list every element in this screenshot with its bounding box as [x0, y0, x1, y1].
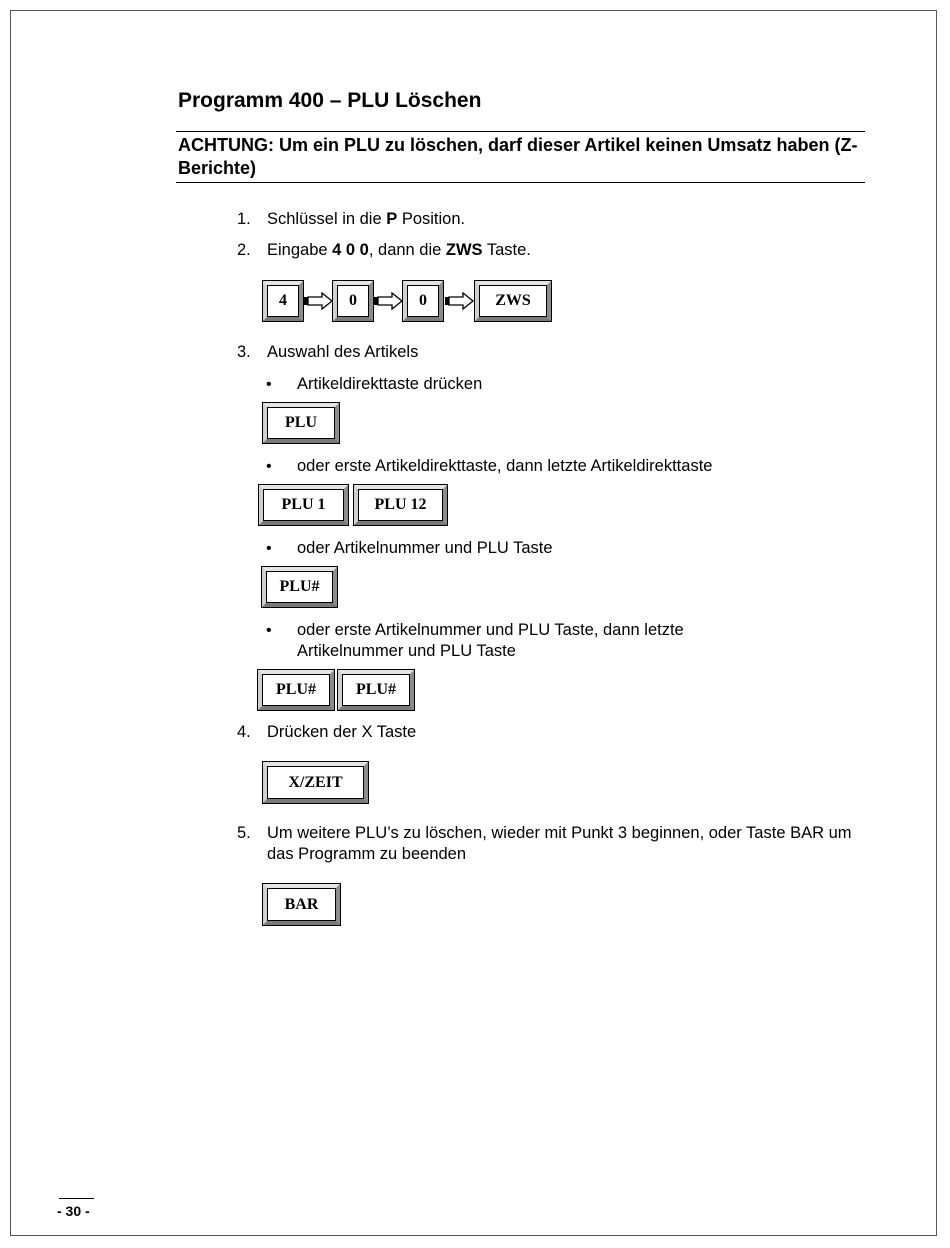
divider-bottom [176, 182, 865, 183]
bullet-text: oder erste Artikelnummer und PLU Taste, dann letzte Artikelnummer und PLU Taste [297, 621, 684, 660]
key-plu-number-last: PLU# [338, 670, 414, 710]
bullet-icon: • [266, 540, 272, 557]
key-0: 0 [403, 281, 443, 321]
step-number: 1. [237, 210, 251, 228]
step-text: Um weitere PLU’s zu löschen, wieder mit Punkt 3 beginnen, oder Taste BAR um das Programm zu beenden [267, 824, 852, 863]
warning-text: ACHTUNG: Um ein PLU zu löschen, darf dieser Artikel keinen Umsatz haben (Z-Berichte) [178, 135, 858, 178]
key-plu-number-first: PLU# [258, 670, 334, 710]
step-text: Eingabe 4 0 0, dann die ZWS Taste. [267, 241, 531, 259]
key-bar: BAR [263, 884, 340, 925]
key-plu-number: PLU# [262, 567, 337, 607]
bullet-icon: • [266, 376, 272, 393]
page-number: - 30 - [57, 1203, 90, 1219]
step-text: Drücken der X Taste [267, 723, 417, 741]
key-plu: PLU [263, 403, 339, 443]
bullet-icon: • [266, 458, 272, 475]
step-number: 2. [237, 241, 251, 259]
arrow-right-icon [373, 292, 403, 310]
arrow-right-icon [444, 292, 474, 310]
footer-divider [59, 1198, 94, 1199]
key-plu-12: PLU 12 [354, 485, 447, 525]
bullet-text: Artikeldirekttaste drücken [297, 375, 483, 393]
step-number: 4. [237, 723, 251, 741]
arrow-right-icon [303, 292, 333, 310]
key-zws: ZWS [475, 281, 551, 321]
step-number: 3. [237, 343, 251, 361]
bullet-text: oder Artikelnummer und PLU Taste [297, 539, 553, 557]
step-number: 5. [237, 824, 251, 842]
divider-top [176, 131, 865, 132]
step-text: Schlüssel in die P Position. [267, 210, 466, 228]
step-text: Auswahl des Artikels [267, 343, 419, 361]
key-4: 4 [263, 281, 303, 321]
bullet-icon: • [266, 622, 272, 639]
bullet-text: oder erste Artikeldirekttaste, dann letzte Artikeldirekttaste [297, 457, 713, 475]
key-x-zeit: X/ZEIT [263, 762, 368, 803]
page-title: Programm 400 – PLU Löschen [178, 89, 482, 112]
key-0: 0 [333, 281, 373, 321]
key-plu-1: PLU 1 [259, 485, 348, 525]
